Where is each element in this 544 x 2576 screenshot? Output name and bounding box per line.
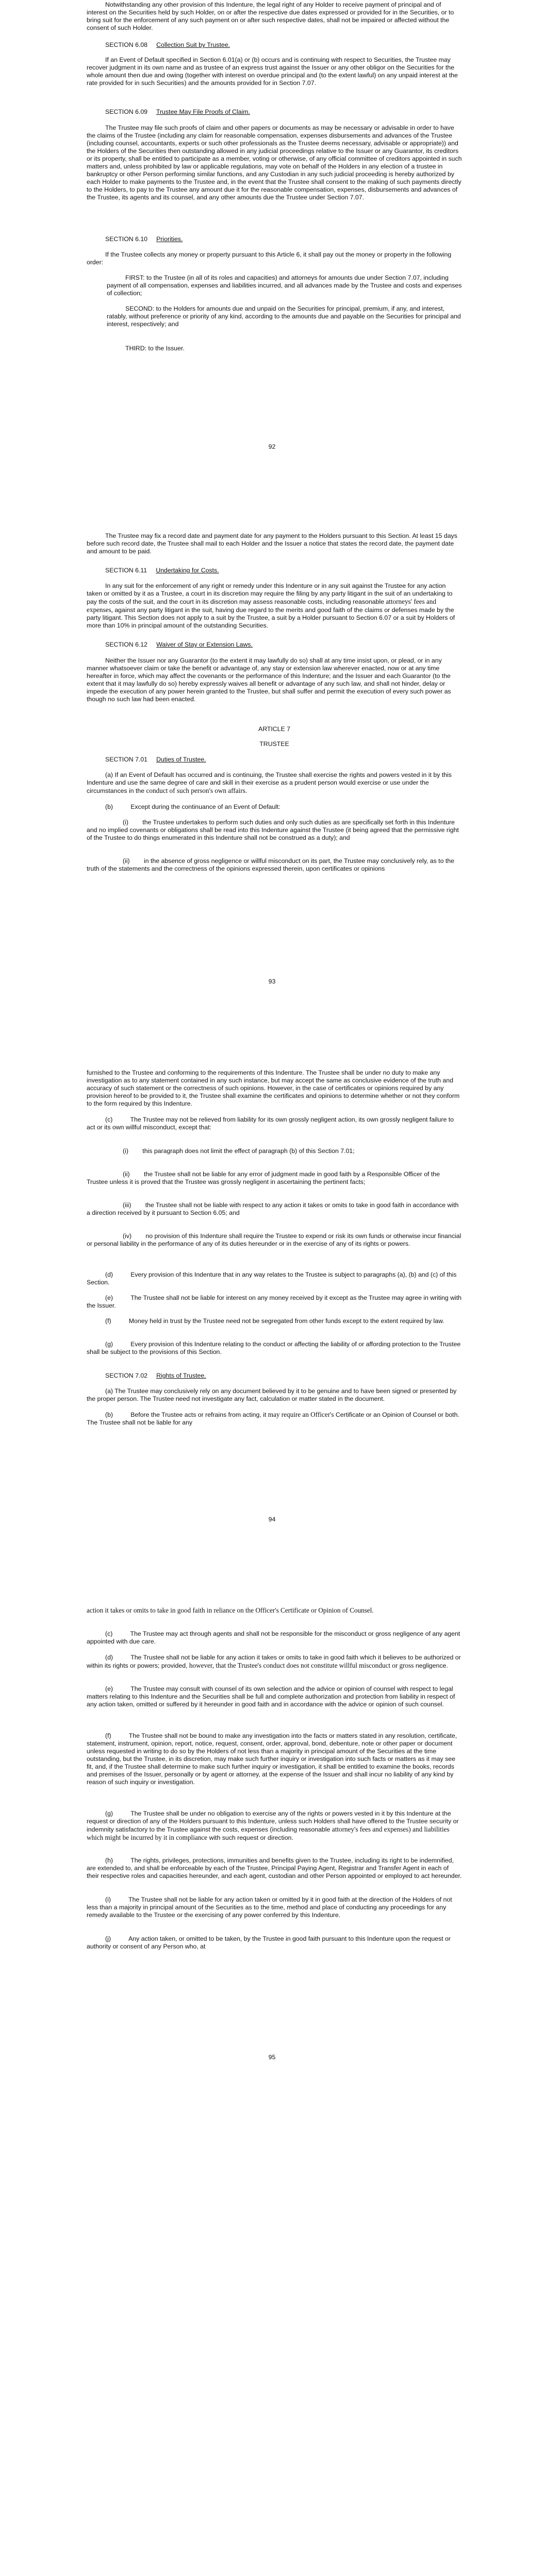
clause-i: (i) The Trustee shall not be liable for any action taken or omitted by it in good faith at the direction of the Holders of not less than a majority in principal amount of the Securities as to the time, method and place of conducting any proceedings for any remedy available to the Trustee or the exercising of any power conferred by this Indenture. [87,1896,452,1919]
clause-c: (c) The Trustee may act through agents and shall not be responsible for the misconduct or gross negligence of any agent appointed with due care. [87,1630,460,1645]
paragraph: If the Trustee collects any money or property pursuant to this Article 6, it shall pay out the money or property in the following order: [87,251,452,266]
paragraph: (a) The Trustee may conclusively rely on any document believed by it to be genuine and to have been signed or presented by the proper person. The Trustee need not investigate any fact, calculation or matter stated in the document. [87,1387,457,1402]
paragraph: If an Event of Default specified in Section 6.01(a) or (b) occurs and is continuing with respect to Securities, the Trustee may recover judgment in its own name and as trustee of an express trust against the Issuer or any other obligor on the Securities for the whole amount then due and owing (together with interest on overdue principal and (to the extent lawful) on any unpaid interest at the rate provided for in such Securities) and the amounts provided for in Section 7.07. [87,56,458,87]
section-heading-6-08: SECTION 6.08 Collection Suit by Trustee. [105,41,230,48]
clause-c: (c) The Trustee may not be relieved from liability for its own grossly negligent action, its own grossly negligent failure to act or its own willful misconduct, except that: [87,1116,454,1131]
priority-second: SECOND: to the Holders for amounts due and unpaid on the Securities for principal, premium, if any, and interest, ratably, without preference or priority of any kind, according to the amounts due and payable on the Securities for principal and interest, respectively; and [107,305,461,328]
paragraph: (a) If an Event of Default has occurred and is continuing, the Trustee shall exercise the rights and powers vested in it by this Indenture and use the same degree of care and skill in their exercise as a prudent person would exercise or use under the circumstances in the conduct of such person's own affairs. [87,771,452,794]
clause-c-iii: (iii) the Trustee shall not be liable with respect to any action it takes or omits to take in good faith in accordance with a direction received by it pursuant to Section 6.05; and [87,1201,459,1216]
paragraph: Neither the Issuer nor any Guarantor (to the extent it may lawfully do so) shall at any time insist upon, or plead, or in any manner whatsoever claim or take the benefit or advantage of, any stay or extension law wherever enacted, now or at any time hereafter in force, which may affect the covenants or the performance of this Indenture; and the Issuer and each Guarantor (to the extent that it may lawfully do so) hereby expressly waives all benefit or advantage of any such law, and shall not hinder, delay or impede the execution of any power herein granted to the Trustee, but shall suffer and permit the execution of every such power as though no such law had been enacted. [87,657,451,703]
clause-b-i: (i) the Trustee undertakes to perform such duties and only such duties as are specifically set forth in this Indenture and no implied covenants or obligations shall be read into this Indenture against the Trustee (it being agreed that the permissive right of the Trustee to do things enumerated in this Indenture shall not be construed as a duty); and [87,819,459,841]
page-number: 94 [268,1516,276,1523]
section-heading-6-10: SECTION 6.10 Priorities. [105,235,183,243]
paragraph: action it takes or omits to take in good faith in reliance on the Officer's Certificate or Opinion of Counsel. [87,1606,374,1614]
priority-third: THIRD: to the Issuer. [125,345,185,352]
clause-f: (f) The Trustee shall not be bound to make any investigation into the facts or matters stated in any resolution, certificate, statement, instrument, opinion, report, notice, request, consent, order, approval, bond, debenture, note or other paper or document unless requested in writing to do so by the Holders of not less than a majority in principal amount of the Securities at the time outstanding, but the Trustee, in its discretion, may make such further inquiry or investigation into such facts or matters as it may see fit, and, if the Trustee shall determine to make such further inquiry or investigation, it shall be entitled to examine the books, records and premises of the Issuer, personally or by agent or attorney, at the expense of the Issuer and shall incur no liability of any kind by reason of such inquiry or investigation. [87,1732,457,1786]
clause-d: (d) Every provision of this Indenture that in any way relates to the Trustee is subject to paragraphs (a), (b) and (c) of this Section. [87,1271,457,1286]
clause-d: (d) The Trustee shall not be liable for any action it takes or omits to take in good faith which it believes to be authorized or within its rights or powers; provided, however, that the Trustee's conduct does not constitute willful misconduct or gross negligence. [87,1654,461,1669]
clause-g: (g) Every provision of this Indenture relating to the conduct or affecting the liability of or affording protection to the Trustee shall be subject to the provisions of this Section. [87,1341,461,1355]
paragraph: The Trustee may file such proofs of claim and other papers or documents as may be necessary or advisable in order to have the claims of the Trustee (including any claim for reasonable compensation, expenses disbursements and advances of the Trustee (including counsel, accountants, experts or such other professionals as the Trustee deems necessary, advisable or appropriate)) and the Holders of the Securities then outstanding allowed in any judicial proceedings relative to the Issuer or any Guarantor, its creditors or its property, shall be entitled to participate as a member, voting or otherwise, of any official committee of creditors appointed in such matters and, unless prohibited by law or applicable regulations, may vote on behalf of the Holders in any election of a trustee in bankruptcy or other Person performing similar functions, and any Custodian in any such judicial proceeding is hereby authorized by each Holder to make payments to the Trustee and, in the event that the Trustee shall consent to the making of such payments directly to the Holders, to pay to the Trustee any amount due it for the reasonable compensation, expenses, disbursements and advances of the Trustee, its agents and its counsel, and any other amounts due the Trustee under Section 7.07. [87,124,462,201]
section-heading-6-09: SECTION 6.09 Trustee May File Proofs of Claim. [105,108,250,115]
page-number: 92 [268,443,276,450]
clause-j: (j) Any action taken, or omitted to be taken, by the Trustee in good faith pursuant to this Indenture upon the request or authority or consent of any Person who, at [87,1935,451,1950]
clause-b: (b) Except during the continuance of an Event of Default: [105,803,281,810]
article-heading: ARTICLE 7 [258,725,290,733]
clause-b-ii: (ii) in the absence of gross negligence or willful misconduct on its part, the Trustee may conclusively rely, as to the truth of the statements and the correctness of the opinions expressed therein, upon certificates or opinions [87,857,454,872]
clause-e: (e) The Trustee shall not be liable for interest on any money received by it except as the Trustee may agree in writing with the Issuer. [87,1294,462,1309]
clause-b: (b) Before the Trustee acts or refrains from acting, it may require an Officer's Certificate or an Opinion of Counsel or both. The Trustee shall not be liable for any [87,1411,459,1426]
clause-g: (g) The Trustee shall be under no obligation to exercise any of the rights or powers vested in it by this Indenture at the request or direction of any of the Holders pursuant to this Indenture, unless such Holders shall have offered to the Trustee security or indemnity satisfactory to the Trustee against the costs, expenses (including reasonable attorney's fees and expenses) and liabilities which might be incurred by it in compliance with such request or direction. [87,1810,459,1841]
section-heading-6-11: SECTION 6.11 Undertaking for Costs. [105,567,219,574]
clause-h: (h) The rights, privileges, protections, immunities and benefits given to the Trustee, including its right to be indemnified, are extended to, and shall be enforceable by each of the Trustee, Principal Paying Agent, Registrar and Transfer Agent in each of their respective roles and capacities hereunder, and each agent, custodian and other Person appointed or employed to act hereunder. [87,1857,462,1879]
clause-c-iv: (iv) no provision of this Indenture shall require the Trustee to expend or risk its own funds or otherwise incur financial or personal liability in the performance of any of its duties hereunder or in the exercise of any of its rights or powers. [87,1232,461,1247]
section-heading-7-01: SECTION 7.01 Duties of Trustee. [105,756,206,763]
paragraph: furnished to the Trustee and conforming to the requirements of this Indenture. The Trustee shall be under no duty to make any investigation as to any statement contained in any such instance, but may accept the same as conclusive evidence of the truth and accuracy of such statement or the correctness of such opinions. However, in the case of certificates or opinions required by any provision hereof to be provided to it, the Trustee shall examine the certificates and opinions to determine whether or not they conform to the form required by this Indenture. [87,1069,460,1107]
article-title: TRUSTEE [259,740,289,748]
clause-c-i: (i) this paragraph does not limit the effect of paragraph (b) of this Section 7.01; [123,1147,355,1155]
clause-c-ii: (ii) the Trustee shall not be liable for any error of judgment made in good faith by a Responsible Officer of the Trustee unless it is proved that the Trustee was grossly negligent in ascertaining the pertinent facts; [87,1171,440,1185]
section-heading-7-02: SECTION 7.02 Rights of Trustee. [105,1372,206,1379]
priority-first: FIRST: to the Trustee (in all of its roles and capacities) and attorneys for amounts due under Section 7.07, including payment of all compensation, expenses and liabilities incurred, and all advances made by the Trustee and costs and expenses of collection; [107,274,462,297]
paragraph: Notwithstanding any other provision of this Indenture, the legal right of any Holder to receive payment of principal and of interest on the Securities held by such Holder, on or after the respective due dates expressed or provided for in the Securities, or to bring suit for the enforcement of any such payment on or after such respective dates, shall not be impaired or affected without the consent of such Holder. [87,1,454,31]
clause-f: (f) Money held in trust by the Trustee need not be segregated from other funds except to the extent required by law. [105,1317,444,1325]
paragraph: In any suit for the enforcement of any right or remedy under this Indenture or in any suit against the Trustee for any action taken or omitted by it as a Trustee, a court in its discretion may require the filing by any party litigant in the suit of an undertaking to pay the costs of the suit, and the court in its discretion may assess reasonable costs, including reasonable attorneys' fees and expenses, against any party litigant in the suit, having due regard to the merits and good faith of the claims or defenses made by the party litigant. This Section does not apply to a suit by the Trustee, a suit by a Holder pursuant to Section 6.07 or a suit by Holders of more than 10% in principal amount of the outstanding Securities. [87,582,455,629]
section-heading-6-12: SECTION 6.12 Waiver of Stay or Extension Laws. [105,641,253,648]
page-number: 95 [268,2054,276,2061]
page-number: 93 [268,978,276,985]
paragraph: The Trustee may fix a record date and payment date for any payment to the Holders pursuant to this Section. At least 15 days before such record date, the Trustee shall mail to each Holder and the Issuer a notice that states the record date, the payment date and amount to be paid. [87,532,457,555]
clause-e: (e) The Trustee may consult with counsel of its own selection and the advice or opinion of counsel with respect to legal matters relating to this Indenture and the Securities shall be full and complete authorization and protection from liability in respect of any action taken, omitted or suffered by it hereunder in good faith and in accordance with the advice or opinion of such counsel. [87,1685,455,1708]
